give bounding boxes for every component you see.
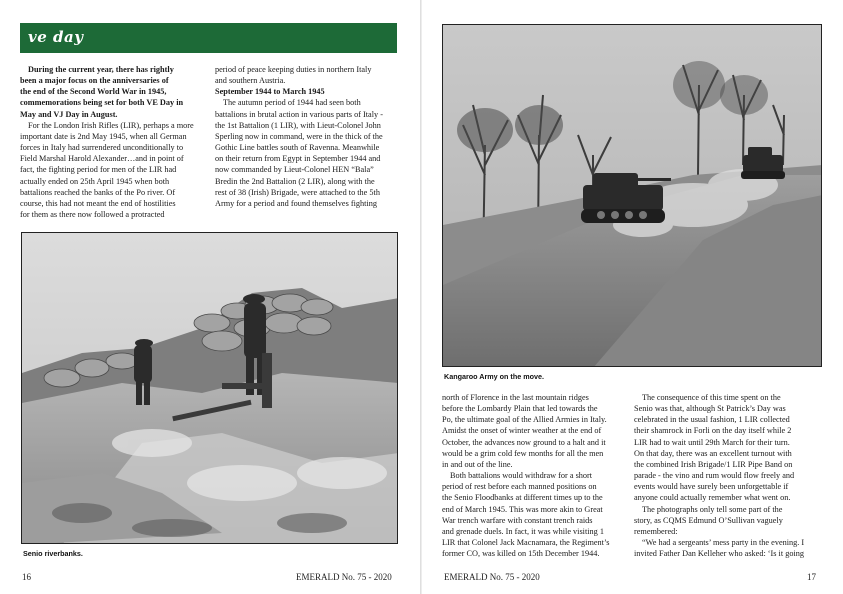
- body-paragraph: period of peace keeping duties in northern Italy and southern Austria.: [215, 65, 372, 86]
- photo-caption: Senio riverbanks.: [23, 549, 83, 558]
- body-paragraph: The consequence of this time spent on the Senio was that, although St Patrick’s Day was celebrated in the usual fashion, 1 LIR collected their shamrock in Forli on the day itself while 2 LIR had to wait until 29th March for their turn. On that day, there was an excellent turnout with the combined Irish Brigade/1 LIR Pipe Band on parade - the vino and rum would flow freely and events would have surely been unforgettable if anyone could actually remember what went on.: [634, 393, 795, 503]
- page-footer: EMERALD No. 75 - 2020: [296, 572, 392, 582]
- section-banner: [20, 23, 397, 53]
- left-column-1: [20, 64, 205, 220]
- photo-caption: Kangaroo Army on the move.: [444, 372, 544, 381]
- page-footer: EMERALD No. 75 - 2020: [444, 572, 540, 582]
- subheading: September 1944 to March 1945: [215, 87, 325, 97]
- right-page: [422, 0, 843, 594]
- body-paragraph: Both battalions would withdraw for a short period of rest before each manned positions on the Senio Floodbanks at different times up to the end of March 1945. This was more akin to Great War trench warfare with constant trench raids and grenade duels. In fact, it was while visiting 1 LIR that Colonel Jack Macnamara, the Regiment’s former CO, was killed on 15th December 1944.: [442, 471, 610, 559]
- page-number: 17: [807, 572, 816, 582]
- body-paragraph: north of Florence in the last mountain ridges before the Lombardy Plain that led towards the Po, the ultimate goal of the Allied Armies in Italy. Amidst the onset of winter weather at the end of October, the advances now ground to a halt and it would be a grim cold few months for all the men in and out of the line.: [442, 393, 607, 469]
- left-column-2: [215, 64, 398, 209]
- senio-riverbanks-photo: [21, 232, 398, 544]
- right-column-1: [442, 392, 626, 559]
- intro-paragraph: During the current year, there has rightly been a major focus on the anniversaries of the end of the Second World War in 1945, commemorations being set for both VE Day in May and VJ Day in August.: [20, 65, 184, 119]
- body-paragraph: “We had a sergeants’ mess party in the evening. I invited Father Dan Kelleher who asked: ‘Is it going: [634, 538, 805, 559]
- section-title: ve day: [28, 28, 84, 46]
- page-number: 16: [22, 572, 31, 582]
- left-page: [0, 0, 421, 594]
- body-paragraph: The autumn period of 1944 had seen both battalions in brutal action in various parts of Italy - the 1st Battalion (1 LIR), with Lieut-Colonel John Sperling now in command, were in the thick of the Gothic Line battles south of Ravenna. Meanwhile on their return from Egypt in September 1944 and now commanded by Lieut-Colonel HEN “Bala” Bredin the 2nd Battalion (2 LIR), along with the rest of 38 (Irish) Brigade, were attached to the 5th Army for a period and found themselves fighting: [215, 98, 383, 208]
- body-paragraph: For the London Irish Rifles (LIR), perhaps a more important date is 2nd May 1945, when all German forces in Italy had surrendered unconditionally to Field Marshal Harold Alexander…and in point of fact, the fighting period for men of the LIR had actually ended on 25th April 1945 when both battalions reached the banks of the Po river. Of course, this had not meant the end of hostilities for them as there now followed a protracted: [20, 120, 194, 220]
- right-column-2: [634, 392, 822, 559]
- body-paragraph: The photographs only tell some part of the story, as CQMS Edmund O’Sullivan vaguely remembered:: [634, 504, 783, 536]
- kangaroo-army-photo: [442, 24, 822, 367]
